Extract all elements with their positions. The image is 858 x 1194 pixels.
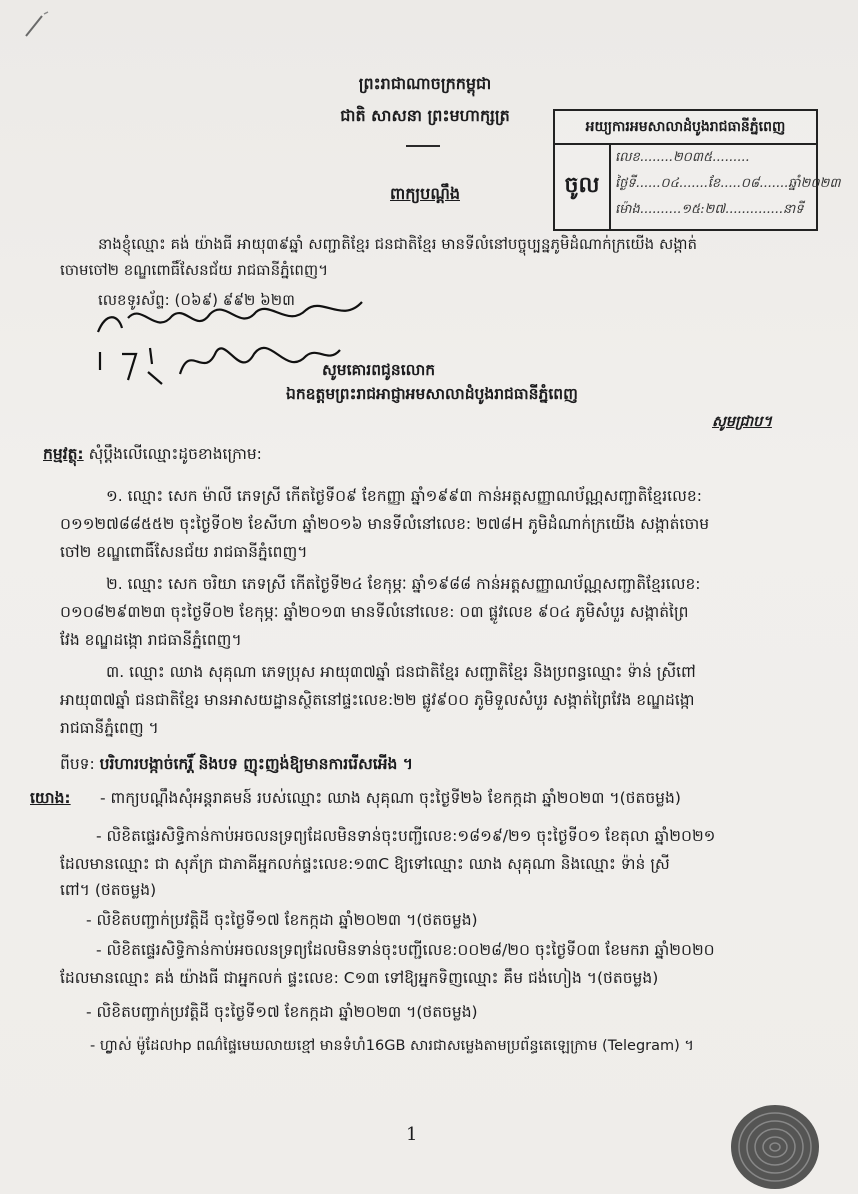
defendant-1-line-1: ១. ឈ្មោះ សេក ម៉ាលី ភេទស្រី កើតថ្ងៃទី០៩ ខែកញ្ញា ឆ្នាំ១៩៩៣ កាន់អត្តសញ្ញាណប័ណ្ណសញ្ជាតិខ្មែរលេខ: — [106, 487, 702, 505]
defendant-2-line-2: ០១០៨២៩៣២៣ ចុះថ្ងៃទី០២ ខែកុម្ភៈ ឆ្នាំ២០១៣ មានទីលំនៅលេខ: ០៣ ផ្លូវលេខ ៩០៤ ភូមិសំបួរ សង្កាត់ព្រៃ — [60, 603, 689, 621]
subject-text: សុំប្តឹងលើឈ្មោះដូចខាងក្រោម: — [83, 445, 262, 463]
phone-line: លេខទូរស័ព្ទ: (០៦៩) ៩៩២ ៦២៣ — [98, 291, 295, 309]
stamp-time-value: ម៉ោង..........១៥:២៧..............នាទី — [615, 202, 804, 217]
received-stamp — [553, 109, 841, 231]
offense-text: បរិហារបង្កាច់កេរ្តិ៍ និងបទ ញុះញង់ឱ្យមានការរើសអើង ។ — [99, 755, 413, 773]
evidence-item-4-cont: ដែលមានឈ្មោះ គង់ យ៉ាងធី ជាអ្នកលក់ ផ្ទះលេខ: C១៣ ទៅឱ្យអ្នកទិញឈ្មោះ គឹម ជង់ហៀង ។(ថតចម្លង) — [60, 969, 659, 987]
stamp-time — [615, 201, 804, 220]
heading-divider — [406, 145, 440, 147]
defendant-2-line-1: ២. ឈ្មោះ សេក ចរិយា ភេទស្រី កើតថ្ងៃទី២៤ ខែកុម្ភៈ ឆ្នាំ១៩៨៨ កាន់អត្តសញ្ញាណប័ណ្ណសញ្ជាតិខ្មែរលេខ: — [106, 575, 701, 593]
recipient-line: ឯកឧត្តមព្រះរាជអាជ្ញាអមសាលាដំបូងរាជធានីភ្នំពេញ — [286, 385, 578, 403]
stamp-side-label: ចូល — [555, 143, 611, 229]
pen-mark-icon — [22, 10, 50, 40]
stamp-date — [615, 175, 841, 194]
defendant-2-line-3: វែង ខណ្ឌដង្កោ រាជធានីភ្នំពេញ។ — [60, 631, 242, 649]
evidence-label: យោង: — [30, 789, 71, 807]
evidence-item-2: - លិខិតផ្ទេរសិទ្ធិកាន់កាប់អចលនទ្រព្យដែលមិនទាន់ចុះបញ្ជីលេខ:១៨១៩/២១ ចុះថ្ងៃទី០១ ខែតុលា ឆ្នាំ២០២១ — [96, 827, 716, 845]
fingerprint-icon — [726, 1100, 824, 1194]
ack-line: សូមជ្រាប។ — [712, 414, 772, 430]
motto-heading: ជាតិ សាសនា ព្រះមហាក្សត្រ — [340, 106, 510, 125]
stamp-number — [615, 149, 749, 168]
evidence-item-6: - ហ្វ្លាស់ ម៉ូដែលhp ពណ៌ផ្ទៃមេឃលាយខ្មៅ មានទំហំ16GB សារជាសម្លេងតាមប្រព័ន្ធតេឡេក្រាម (Telegram) ។ — [90, 1038, 694, 1054]
subject-label: កម្មវត្ថុ: — [43, 445, 84, 463]
respect-line: សូមគោរពជូនលោក — [322, 361, 436, 379]
offense-line — [60, 754, 413, 774]
stamp-date-value: ថ្ងៃទី......០៤.......ខែ.....០៨.......ឆ្នាំ២០២៣ — [615, 176, 841, 191]
stamp-title: អយ្យការអមសាលាដំបូងរាជធានីភ្នំពេញ — [555, 111, 816, 145]
evidence-item-2-end: ពៅ។ (ថតចម្លង) — [60, 881, 157, 899]
document-title: ពាក្យបណ្តឹង — [390, 184, 460, 203]
evidence-item-5: - លិខិតបញ្ជាក់ប្រវត្តិដី ចុះថ្ងៃទី១៧ ខែកក្កដា ឆ្នាំ២០២៣ ។(ថតចម្លង) — [86, 1003, 478, 1021]
subject-line — [43, 444, 262, 464]
defendant-3-line-1: ៣. ឈ្មោះ ឈាង សុគុណា ភេទប្រុស អាយុ៣៧ឆ្នាំ ជនជាតិខ្មែរ សញ្ជាតិខ្មែរ និងប្រពន្ធឈ្មោះ ទ៉ាន់ ស្រីពៅ — [106, 663, 696, 681]
offense-label: ពីបទ: — [60, 755, 100, 773]
kingdom-heading: ព្រះរាជាណាចក្រកម្ពុជា — [358, 74, 492, 93]
defendant-1-line-2: ០១១២៧៨៨៥៥២ ចុះថ្ងៃទី០២ ខែសីហា ឆ្នាំ២០១៦ មានទីលំនៅលេខ: ២៧៨H ភូមិដំណាក់ក្រយើង សង្កាត់ចោម — [60, 515, 710, 533]
defendant-1-line-3: ចៅ២ ខណ្ឌពោធិ៍សែនជ័យ រាជធានីភ្នំពេញ។ — [60, 543, 308, 561]
evidence-item-2-cont: ដែលមានឈ្មោះ ជា សុភ័ក្រ ជាភាគីអ្នកលក់ផ្ទះលេខ:១៣C ឱ្យទៅឈ្មោះ ឈាង សុគុណា និងឈ្មោះ ទ៉ាន់ ស្រី — [60, 855, 670, 873]
intro-line-1: នាងខ្ញុំឈ្មោះ គង់ យ៉ាងធី អាយុ៣៩ឆ្នាំ សញ្ជាតិខ្មែរ ជនជាតិខ្មែរ មានទីលំនៅបច្ចុប្បន្នភូមិដំណាក់ក្រយើង សង្កាត់ — [98, 235, 698, 253]
evidence-item-3: - លិខិតបញ្ជាក់ប្រវត្តិដី ចុះថ្ងៃទី១៧ ខែកក្កដា ឆ្នាំ២០២៣ ។(ថតចម្លង) — [86, 911, 478, 929]
page-number: 1 — [406, 1124, 418, 1145]
intro-line-2: ចោមចៅ២ ខណ្ឌពោធិ៍សែនជ័យ រាជធានីភ្នំពេញ។ — [60, 261, 329, 279]
defendant-3-line-3: រាជធានីភ្នំពេញ ។ — [60, 719, 159, 737]
defendant-3-line-2: អាយុ៣៧ឆ្នាំ ជនជាតិខ្មែរ មានអាសយដ្ឋានស្ថិតនៅផ្ទះលេខ:២២ ផ្លូវ៩០០ ភូមិទួលសំបួរ សង្កាត់ព្រៃវែង ខណ្ឌដង្កោ — [60, 691, 695, 709]
evidence-item-4: - លិខិតផ្ទេរសិទ្ធិកាន់កាប់អចលនទ្រព្យដែលមិនទាន់ចុះបញ្ជីលេខ:០០២៨/២០ ចុះថ្ងៃទី០៣ ខែមករា ឆ្នាំ២០២០ — [96, 941, 715, 959]
evidence-item-1: - ពាក្យបណ្តឹងសុំអន្តរាគមន៍ របស់ឈ្មោះ ឈាង សុគុណា ចុះថ្ងៃទី២៦ ខែកក្កដា ឆ្នាំ២០២៣ ។(ថតចម្លង) — [100, 789, 681, 807]
stamp-number-value: លេខ........២០៣៥......... — [615, 150, 750, 165]
